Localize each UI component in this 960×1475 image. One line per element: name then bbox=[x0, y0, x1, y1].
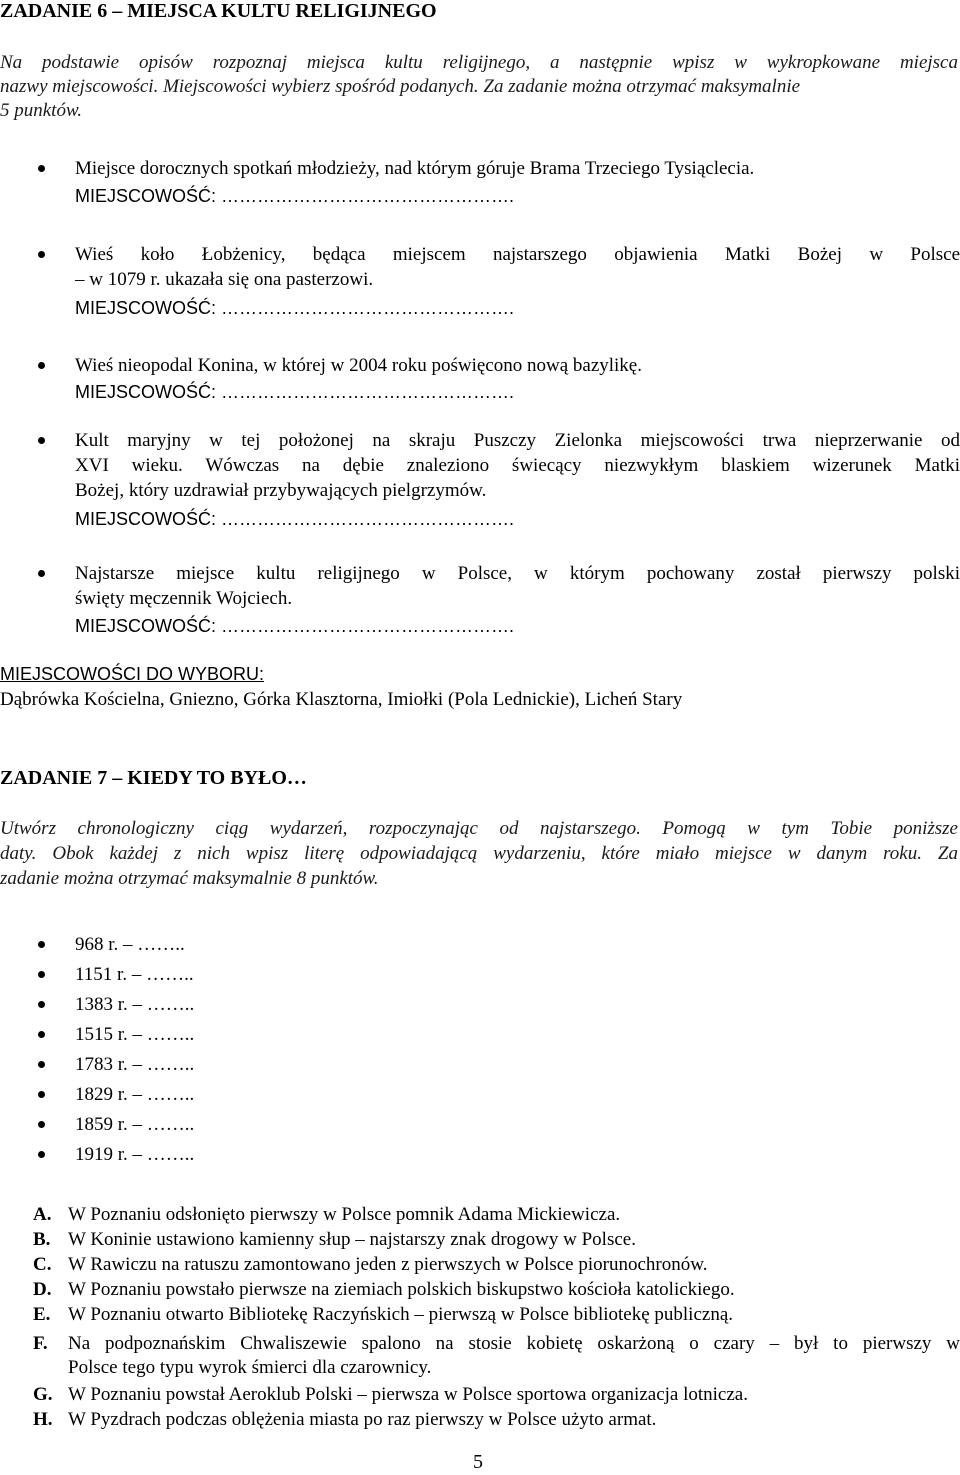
event-a-text: W Poznaniu odsłonięto pierwszy w Polsce pomnik Adama Mickiewicza. bbox=[68, 1204, 621, 1225]
event-letter-h: H. bbox=[33, 1409, 53, 1430]
event-e-text: W Poznaniu otwarto Bibliotekę Raczyńskich – pierwszą w Polsce bibliotekę publiczną. bbox=[68, 1304, 734, 1325]
event-letter-e: E. bbox=[33, 1304, 51, 1325]
task6-intro-line1: Na podstawie opisów rozpoznaj miejsca kultu religijnego, a następnie wpisz w wykropkowane miejsca bbox=[0, 52, 958, 73]
event-letter-d: D. bbox=[33, 1279, 52, 1300]
task6-item2-line1: Wieś koło Łobżenicy, będąca miejscem najstarszego objawienia Matki Bożej w Polsce bbox=[75, 244, 960, 265]
event-letter-f: F. bbox=[33, 1333, 48, 1354]
bullet-icon bbox=[38, 437, 45, 444]
task6-item3-line1: Wieś nieopodal Konina, w której w 2004 roku poświęcono nową bazylikę. bbox=[75, 355, 642, 376]
date-1829-field[interactable]: 1829 r. – …….. bbox=[75, 1084, 195, 1105]
bullet-icon bbox=[38, 362, 45, 369]
bullet-icon bbox=[38, 251, 45, 258]
date-1151-field[interactable]: 1151 r. – …….. bbox=[75, 964, 194, 985]
task6-item5-line2: święty męczennik Wojciech. bbox=[75, 588, 293, 609]
date-1859-field[interactable]: 1859 r. – …….. bbox=[75, 1114, 195, 1135]
task6-item2-answer-field[interactable]: MIEJSCOWOŚĆ: …………………………………………. bbox=[75, 298, 515, 318]
task6-item2-line2: – w 1079 r. ukazała się ona pasterzowi. bbox=[75, 269, 374, 290]
event-c-text: W Rawiczu na ratuszu zamontowano jeden z pierwszych w Polsce piorunochronów. bbox=[68, 1254, 708, 1275]
task6-intro-line2: nazwy miejscowości. Miejscowości wybierz spośród podanych. Za zadanie można otrzymać maksymalnie bbox=[0, 76, 801, 97]
bullet-icon bbox=[38, 1001, 45, 1008]
bullet-icon bbox=[38, 1031, 45, 1038]
task6-item1-line1: Miejsce dorocznych spotkań młodzieży, nad którym góruje Brama Trzeciego Tysiąclecia. bbox=[75, 158, 755, 179]
task6-item4-answer-field[interactable]: MIEJSCOWOŚĆ: …………………………………………. bbox=[75, 509, 515, 529]
event-letter-a: A. bbox=[33, 1204, 52, 1225]
choices-list: Dąbrówka Kościelna, Gniezno, Górka Klasztorna, Imiołki (Pola Lednickie), Licheń Stary bbox=[0, 689, 683, 710]
task7-heading: ZADANIE 7 – KIEDY TO BYŁO… bbox=[0, 767, 307, 789]
event-d-text: W Poznaniu powstało pierwsze na ziemiach polskich biskupstwo kościoła katolickiego. bbox=[68, 1279, 735, 1300]
bullet-icon bbox=[38, 570, 45, 577]
task6-intro-line3: 5 punktów. bbox=[0, 100, 82, 121]
bullet-icon bbox=[38, 1061, 45, 1068]
event-letter-g: G. bbox=[33, 1384, 53, 1405]
page-number: 5 bbox=[473, 1451, 483, 1473]
date-1919-field[interactable]: 1919 r. – …….. bbox=[75, 1144, 195, 1165]
task6-item1-answer-field[interactable]: MIEJSCOWOŚĆ: …………………………………………. bbox=[75, 186, 515, 206]
date-1783-field[interactable]: 1783 r. – …….. bbox=[75, 1054, 195, 1075]
bullet-icon bbox=[38, 165, 45, 172]
event-g-text: W Poznaniu powstał Aeroklub Polski – pierwsza w Polsce sportowa organizacja lotnicza. bbox=[68, 1384, 748, 1405]
event-f-text-line2: Polsce tego typu wyrok śmierci dla czarownicy. bbox=[68, 1357, 432, 1378]
task6-item5-line1: Najstarsze miejsce kultu religijnego w Polsce, w którym pochowany został pierwszy polski bbox=[75, 563, 960, 584]
task7-intro-line2: daty. Obok każdej z nich wpisz literę odpowiadającą wydarzeniu, które miało miejsce w danym roku. Za bbox=[0, 843, 958, 864]
task7-intro-line1: Utwórz chronologiczny ciąg wydarzeń, rozpoczynając od najstarszego. Pomogą w tym Tobie poniższe bbox=[0, 818, 958, 839]
task6-item4-line2: XVI wieku. Wówczas na dębie znaleziono świecący niezwykłym blaskiem wizerunek Matki bbox=[75, 455, 960, 476]
bullet-icon bbox=[38, 1151, 45, 1158]
bullet-icon bbox=[38, 971, 45, 978]
task6-item5-answer-field[interactable]: MIEJSCOWOŚĆ: …………………………………………. bbox=[75, 616, 515, 636]
bullet-icon bbox=[38, 1121, 45, 1128]
task6-heading: ZADANIE 6 – MIEJSCA KULTU RELIGIJNEGO bbox=[0, 0, 437, 22]
date-1515-field[interactable]: 1515 r. – …….. bbox=[75, 1024, 195, 1045]
event-letter-c: C. bbox=[33, 1254, 52, 1275]
date-968-field[interactable]: 968 r. – …….. bbox=[75, 934, 185, 955]
task6-item4-line3: Bożej, który uzdrawiał przybywających pielgrzymów. bbox=[75, 480, 487, 501]
task6-item3-answer-field[interactable]: MIEJSCOWOŚĆ: …………………………………………. bbox=[75, 382, 515, 402]
task6-item4-line1: Kult maryjny w tej położonej na skraju Puszczy Zielonka miejscowości trwa nieprzerwanie od bbox=[75, 430, 960, 451]
event-letter-b: B. bbox=[33, 1229, 51, 1250]
bullet-icon bbox=[38, 941, 45, 948]
event-h-text: W Pyzdrach podczas oblężenia miasta po raz pierwszy w Polsce użyto armat. bbox=[68, 1409, 657, 1430]
event-f-text-line1: Na podpoznańskim Chwaliszewie spalono na stosie kobietę oskarżoną o czary – był to pierwszy w bbox=[68, 1333, 960, 1354]
bullet-icon bbox=[38, 1091, 45, 1098]
event-b-text: W Koninie ustawiono kamienny słup – najstarszy znak drogowy w Polsce. bbox=[68, 1229, 636, 1250]
choices-label: MIEJSCOWOŚCI DO WYBORU: bbox=[0, 664, 265, 684]
date-1383-field[interactable]: 1383 r. – …….. bbox=[75, 994, 195, 1015]
task7-intro-line3: zadanie można otrzymać maksymalnie 8 punktów. bbox=[0, 868, 379, 889]
